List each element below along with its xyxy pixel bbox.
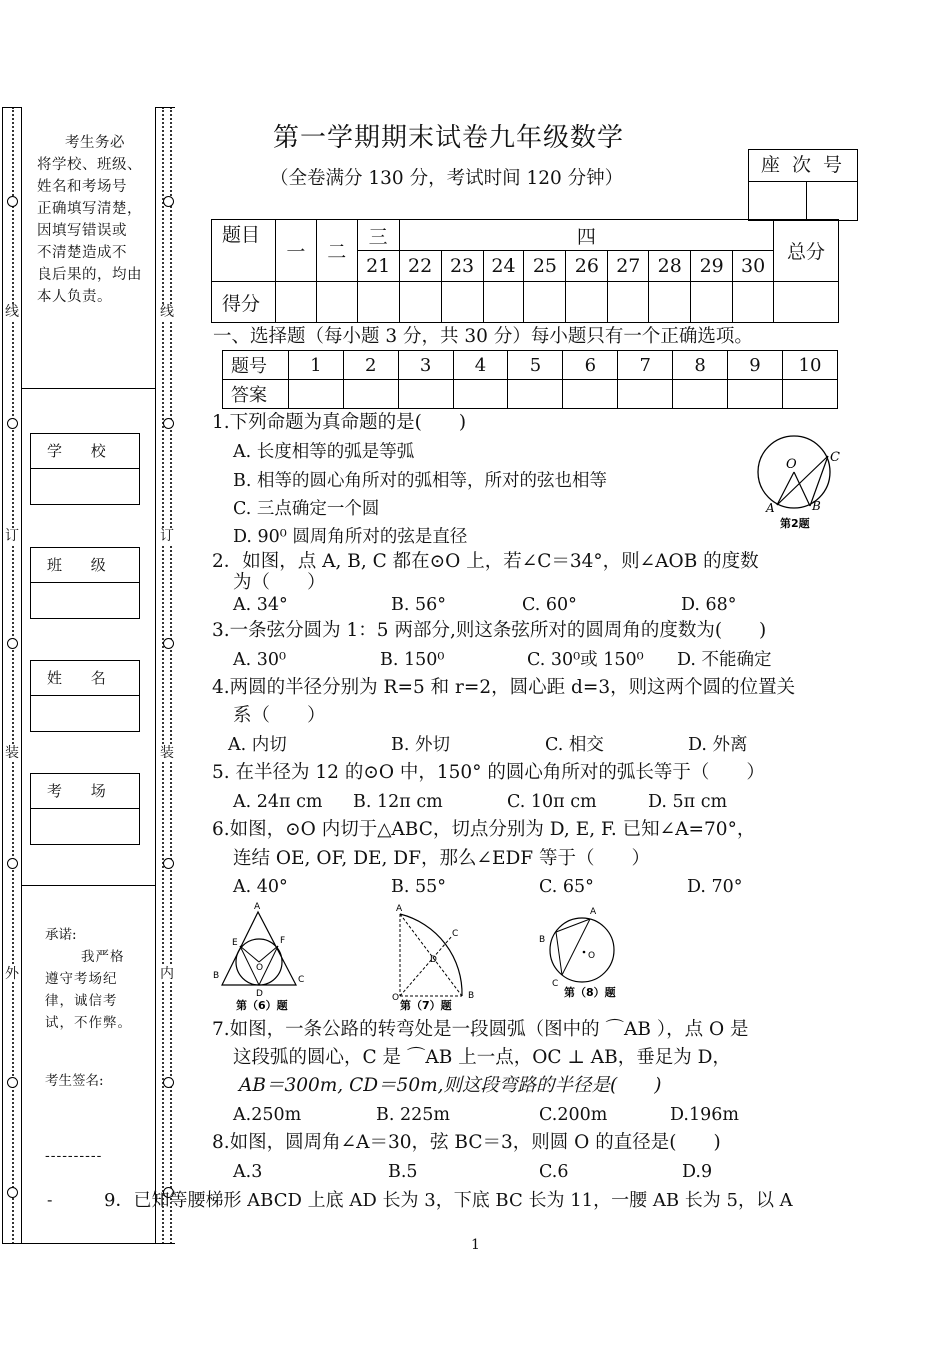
question-number: 21 — [357, 251, 399, 282]
answer-number: 1 — [288, 351, 343, 380]
score-cell[interactable] — [524, 282, 566, 323]
score-cell[interactable] — [608, 282, 649, 323]
question-7-option: D.196m — [670, 1105, 739, 1125]
score-cell[interactable] — [441, 282, 483, 323]
seat-number-label: 座 次 号 — [749, 150, 857, 182]
svg-text:B: B — [539, 935, 546, 945]
answer-number: 6 — [563, 351, 618, 380]
punch-hole — [7, 418, 18, 429]
svg-text:A: A — [396, 904, 403, 914]
question-number: 25 — [524, 251, 566, 282]
school-field[interactable] — [30, 433, 140, 505]
question-6-option: D. 70° — [687, 877, 743, 897]
question-1-option: D. 90⁰ 圆周角所对的弦是直径 — [233, 527, 468, 547]
answer-number: 3 — [398, 351, 453, 380]
candidate-notice: 考生务必 将学校、班级、 姓名和考场号 正确填写清楚， 因填写错误或 不清楚造成不 良后果的，均由 本人负责。 — [37, 135, 142, 305]
question-4-stem: 4.两圆的半径分别为 R=5 和 r=2，圆心距 d=3，则这两个圆的位置关 — [212, 677, 796, 698]
punch-hole — [163, 858, 174, 869]
question-7-option: A.250m — [233, 1105, 302, 1125]
question-1-stem: 1.下列命题为真命题的是( ) — [212, 412, 467, 433]
svg-text:C: C — [552, 979, 559, 989]
punch-hole — [163, 196, 174, 207]
score-cell[interactable] — [483, 282, 524, 323]
question-8-stem: 8.如图，圆周角∠A＝30，弦 BC＝3，则圆 O 的直径是( ) — [212, 1132, 721, 1153]
figure-q8 — [536, 902, 636, 1002]
figure-q6-caption: 第（6）题 — [236, 999, 288, 1012]
field-label: 考 场 — [31, 774, 139, 809]
figure-q6 — [208, 900, 313, 1012]
answer-cell[interactable] — [453, 380, 508, 409]
question-9-stem: 9．已知等腰梯形 ABCD 上底 AD 长为 3，下底 BC 长为 11，一腰 AB 长为 5，以 A — [104, 1190, 793, 1211]
answer-cell[interactable] — [673, 380, 728, 409]
question-4-option: A. 内切 — [228, 735, 287, 755]
svg-text:D: D — [256, 989, 263, 999]
question-8-option: C.6 — [539, 1162, 569, 1182]
question-7-stem: 7.如图，一条公路的转弯处是一段圆弧（图中的 ⌒AB ），点 O 是 — [212, 1019, 749, 1040]
question-6-stem-cont: 连结 OE, OF, DE, DF，那么∠EDF 等于（ ） — [233, 848, 651, 869]
signature-label: 考生签名: — [45, 1073, 104, 1089]
svg-text:O: O — [588, 951, 596, 961]
question-2-option: C. 60° — [522, 595, 577, 615]
page-number: 1 — [471, 1237, 480, 1253]
score-cell[interactable] — [357, 282, 399, 323]
answer-number: 7 — [618, 351, 673, 380]
punch-hole — [163, 1077, 174, 1088]
answer-number: 5 — [508, 351, 563, 380]
question-6-option: C. 65° — [539, 877, 594, 897]
exam-title: 第一学期期末试卷九年级数学 — [273, 123, 625, 153]
question-5-option: D. 5π cm — [648, 792, 728, 812]
svg-text:A: A — [254, 902, 261, 912]
answer-number: 8 — [673, 351, 728, 380]
svg-text:O: O — [786, 457, 797, 472]
dash-mark: - — [47, 1190, 53, 1209]
svg-text:D: D — [430, 955, 437, 965]
question-5-option: A. 24π cm — [233, 792, 323, 812]
question-1-option: A. 长度相等的弧是等弧 — [233, 442, 415, 462]
question-number: 26 — [566, 251, 608, 282]
question-6-option: B. 55° — [391, 877, 447, 897]
margin-char: 订 — [5, 528, 19, 544]
question-4-option: B. 外切 — [391, 735, 450, 755]
question-4-option: D. 外离 — [688, 735, 748, 755]
margin-char: 装 — [160, 745, 174, 761]
svg-text:B: B — [468, 991, 475, 1001]
answer-a-label: 答案 — [223, 380, 289, 409]
svg-text:C: C — [298, 975, 305, 985]
section-three: 三 — [357, 220, 399, 251]
question-7-stem-cont: 这段弧的圆心，C 是 ⌒AB 上一点，OC ⊥ AB，垂足为 D， — [233, 1047, 731, 1068]
margin-char: 订 — [160, 528, 174, 544]
question-8-option: B.5 — [388, 1162, 418, 1182]
question-5-option: C. 10π cm — [507, 792, 597, 812]
question-2-option: B. 56° — [391, 595, 447, 615]
question-2-option: A. 34° — [233, 595, 288, 615]
question-number: 24 — [483, 251, 524, 282]
name-field[interactable] — [30, 660, 140, 732]
question-8-option: A.3 — [233, 1162, 263, 1182]
punch-hole — [163, 638, 174, 649]
figure-q8-caption: 第（8）题 — [564, 986, 616, 999]
score-cell[interactable] — [774, 282, 839, 323]
margin-char: 装 — [5, 745, 19, 761]
score-cell[interactable] — [566, 282, 608, 323]
field-label: 班 级 — [31, 548, 139, 583]
question-number: 30 — [733, 251, 774, 282]
question-2-option: D. 68° — [681, 595, 737, 615]
exam-room-field[interactable] — [30, 773, 140, 845]
field-label: 学 校 — [31, 434, 139, 469]
answer-q-label: 题号 — [223, 351, 289, 380]
question-3-option: B. 150⁰ — [380, 650, 445, 670]
svg-text:O: O — [392, 993, 400, 1003]
answer-number: 2 — [343, 351, 398, 380]
answer-cell[interactable] — [563, 380, 618, 409]
figure-q2-caption: 第2题 — [780, 517, 810, 530]
question-number: 28 — [649, 251, 691, 282]
question-number: 23 — [441, 251, 483, 282]
question-number: 29 — [691, 251, 733, 282]
class-field[interactable] — [30, 547, 140, 619]
answer-number: 4 — [453, 351, 508, 380]
score-cell[interactable] — [275, 282, 316, 323]
svg-text:B: B — [812, 499, 821, 513]
svg-text:E: E — [232, 938, 238, 948]
svg-text:A: A — [766, 501, 775, 515]
question-7-stem-cont2: AB＝300m, CD＝50m,则这段弯路的半径是( ) — [239, 1075, 662, 1096]
question-1-option: C. 三点确定一个圆 — [233, 499, 380, 519]
punch-hole — [7, 858, 18, 869]
figure-q2 — [752, 428, 848, 534]
answer-cell[interactable] — [728, 380, 783, 409]
answer-cell[interactable] — [782, 380, 837, 409]
question-3-stem: 3.一条弦分圆为 1：5 两部分,则这条弦所对的圆周角的度数为( ) — [212, 620, 767, 641]
score-cell[interactable] — [691, 282, 733, 323]
punch-hole — [7, 196, 18, 207]
question-6-stem: 6.如图，⊙O 内切于△ABC，切点分别为 D, E, F. 已知∠A=70°， — [212, 819, 756, 840]
svg-text:C: C — [452, 929, 459, 939]
question-3-option: D. 不能确定 — [677, 650, 772, 670]
answer-cell[interactable] — [398, 380, 453, 409]
score-cell[interactable] — [399, 282, 441, 323]
score-table — [211, 219, 839, 323]
question-5-option: B. 12π cm — [353, 792, 443, 812]
answer-table — [222, 350, 838, 409]
figure-q7-caption: 第（7）题 — [400, 999, 452, 1012]
pledge: 承诺: 我严格 遵守考场纪 律，诚信考 试，不作弊。 — [45, 927, 132, 1031]
question-1-option: B. 相等的圆心角所对的弧相等，所对的弦也相等 — [233, 471, 607, 491]
answer-cell[interactable] — [618, 380, 673, 409]
answer-number: 9 — [728, 351, 783, 380]
score-label: 得分 — [212, 282, 276, 323]
question-6-option: A. 40° — [233, 877, 288, 897]
exam-subtitle: （全卷满分 130 分，考试时间 120 分钟） — [270, 168, 624, 189]
field-label: 姓 名 — [31, 661, 139, 696]
question-4-option: C. 相交 — [545, 735, 604, 755]
figure-q7 — [390, 900, 490, 1012]
answer-cell[interactable] — [343, 380, 398, 409]
answer-number: 10 — [782, 351, 837, 380]
margin-char: 外 — [5, 966, 19, 982]
margin-char: 线 — [160, 304, 174, 320]
section-four: 四 — [399, 220, 773, 251]
total-label: 总分 — [774, 220, 839, 282]
question-number: 27 — [608, 251, 649, 282]
answer-cell[interactable] — [288, 380, 343, 409]
row-label: 题目 — [212, 220, 276, 282]
score-cell[interactable] — [649, 282, 691, 323]
question-2-stem-cont: 为（ ） — [233, 572, 326, 593]
punch-hole — [163, 418, 174, 429]
answer-cell[interactable] — [508, 380, 563, 409]
svg-text:O: O — [256, 963, 264, 973]
question-5-stem: 5. 在半径为 12 的⊙O 中，150° 的圆心角所对的弧长等于（ ） — [212, 762, 765, 783]
svg-text:F: F — [280, 936, 286, 946]
part1-heading: 一、选择题（每小题 3 分，共 30 分）每小题只有一个正确选项。 — [213, 326, 753, 347]
seat-number-box[interactable] — [748, 149, 858, 221]
svg-text:B: B — [213, 971, 220, 981]
question-number: 22 — [399, 251, 441, 282]
margin-char: 内 — [160, 966, 174, 982]
question-7-option: C.200m — [539, 1105, 608, 1125]
question-4-stem-cont: 系（ ） — [233, 705, 326, 726]
score-cell[interactable] — [733, 282, 774, 323]
punch-hole — [7, 638, 18, 649]
question-8-option: D.9 — [682, 1162, 713, 1182]
question-3-option: C. 30⁰或 150⁰ — [527, 650, 644, 670]
question-7-option: B. 225m — [376, 1105, 450, 1125]
margin-char: 线 — [5, 304, 19, 320]
punch-hole — [7, 1187, 18, 1198]
question-2-stem: 2．如图，点 A, B, C 都在⊙O 上，若∠C＝34°，则∠AOB 的度数 — [212, 551, 759, 572]
section-one: 一 — [275, 220, 316, 282]
section-two: 二 — [316, 220, 357, 282]
question-3-option: A. 30⁰ — [233, 650, 287, 670]
punch-hole — [7, 1077, 18, 1088]
signature-line[interactable]: ---------- — [45, 1148, 103, 1164]
svg-text:C: C — [830, 450, 840, 465]
svg-text:A: A — [590, 907, 597, 917]
score-cell[interactable] — [316, 282, 357, 323]
